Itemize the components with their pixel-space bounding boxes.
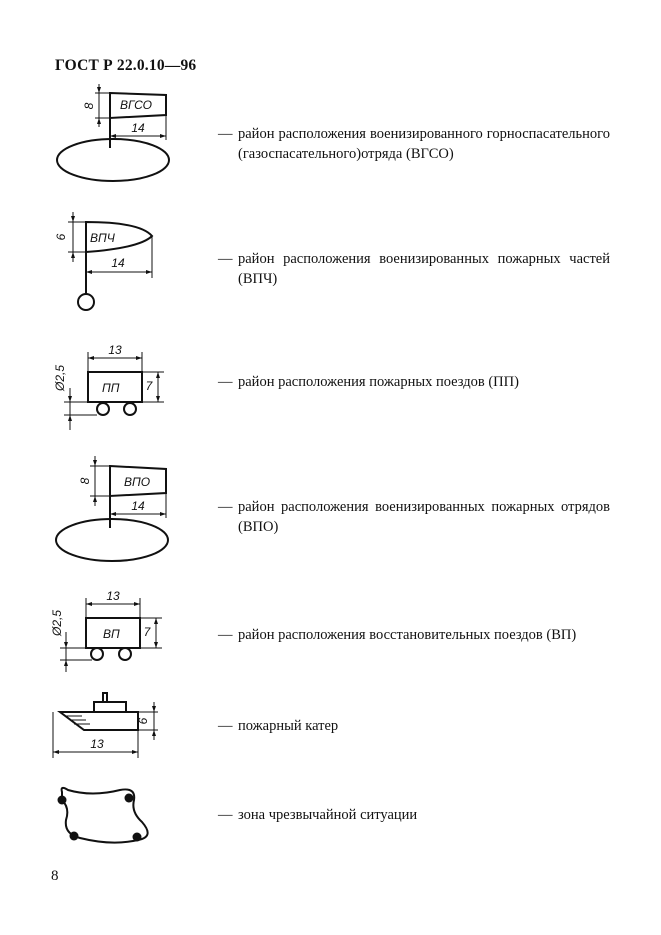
vpo-dim-width: 14 bbox=[131, 499, 145, 513]
pp-dim-diameter: Ø2,5 bbox=[53, 364, 67, 392]
description-text: район расположения военизированных пожарных отрядов (ВПО) bbox=[238, 499, 610, 535]
vp-body bbox=[86, 618, 140, 648]
description-boat bbox=[218, 716, 610, 736]
boat-dim-length: 13 bbox=[90, 737, 104, 751]
zone-point-top-right bbox=[125, 794, 134, 803]
dash: — bbox=[218, 718, 233, 734]
description-text: район расположения восстановительных поездов (ВП) bbox=[238, 627, 577, 643]
vp-dim-height: 7 bbox=[143, 625, 151, 639]
vp-wheel-left bbox=[91, 648, 103, 660]
pp-wheel-left bbox=[97, 403, 109, 415]
boat-cabin bbox=[94, 702, 126, 712]
description-text: район расположения пожарных поездов (ПП) bbox=[238, 374, 519, 390]
vgso-dim-height: 8 bbox=[82, 102, 96, 110]
vpo-dim-height: 8 bbox=[78, 477, 92, 485]
vgso-flag-label: ВГСО bbox=[120, 98, 152, 112]
vpo-flag bbox=[110, 466, 166, 496]
description-pp bbox=[218, 372, 610, 392]
dash: — bbox=[218, 126, 233, 142]
pp-flag-label: ПП bbox=[102, 381, 120, 395]
vp-flag-label: ВП bbox=[103, 627, 120, 641]
description-text: район расположения военизированного горноспасательного (газоспасательного)отряда (ВГСО) bbox=[238, 126, 610, 162]
document-header: ГОСТ Р 22.0.10—96 bbox=[55, 57, 197, 74]
dash: — bbox=[218, 499, 233, 515]
zone-outline bbox=[62, 788, 148, 843]
vpch-dim-width: 14 bbox=[111, 256, 125, 270]
vp-dim-diameter: Ø2,5 bbox=[50, 609, 64, 637]
description-vp bbox=[218, 625, 610, 645]
vgso-ellipse bbox=[57, 139, 169, 181]
description-text: зона чрезвычайной ситуации bbox=[238, 807, 418, 823]
description-vpch bbox=[218, 249, 610, 289]
vpch-pennant bbox=[86, 222, 152, 252]
description-vpo bbox=[218, 497, 610, 537]
dash: — bbox=[218, 807, 233, 823]
vpch-dim-height: 6 bbox=[54, 233, 68, 241]
boat-hull bbox=[60, 712, 138, 730]
zone-point-bottom-right bbox=[133, 833, 142, 842]
page-number: 8 bbox=[51, 868, 59, 884]
description-zone bbox=[218, 805, 610, 825]
vgso-dim-width: 14 bbox=[131, 121, 145, 135]
vpch-ball bbox=[78, 294, 94, 310]
description-text: пожарный катер bbox=[238, 718, 339, 734]
vp-wheel-right bbox=[119, 648, 131, 660]
pp-dim-height: 7 bbox=[145, 379, 153, 393]
description-text: район расположения военизированных пожарных частей (ВПЧ) bbox=[238, 251, 610, 287]
boat-mast bbox=[103, 693, 107, 702]
vpo-flag-label: ВПО bbox=[124, 475, 151, 489]
vpch-flag-label: ВПЧ bbox=[90, 231, 115, 245]
vgso-flag bbox=[110, 93, 166, 118]
boat-dim-height: 6 bbox=[136, 717, 150, 725]
zone-point-top-left bbox=[58, 796, 67, 805]
vp-dim-width: 13 bbox=[106, 589, 120, 603]
pp-wheel-right bbox=[124, 403, 136, 415]
description-vgso bbox=[218, 124, 610, 164]
dash: — bbox=[218, 627, 233, 643]
dash: — bbox=[218, 374, 233, 390]
zone-point-bottom-left bbox=[70, 832, 79, 841]
dash: — bbox=[218, 251, 233, 267]
pp-body bbox=[88, 372, 142, 402]
vpo-ellipse bbox=[56, 519, 168, 561]
pp-dim-width: 13 bbox=[108, 343, 122, 357]
